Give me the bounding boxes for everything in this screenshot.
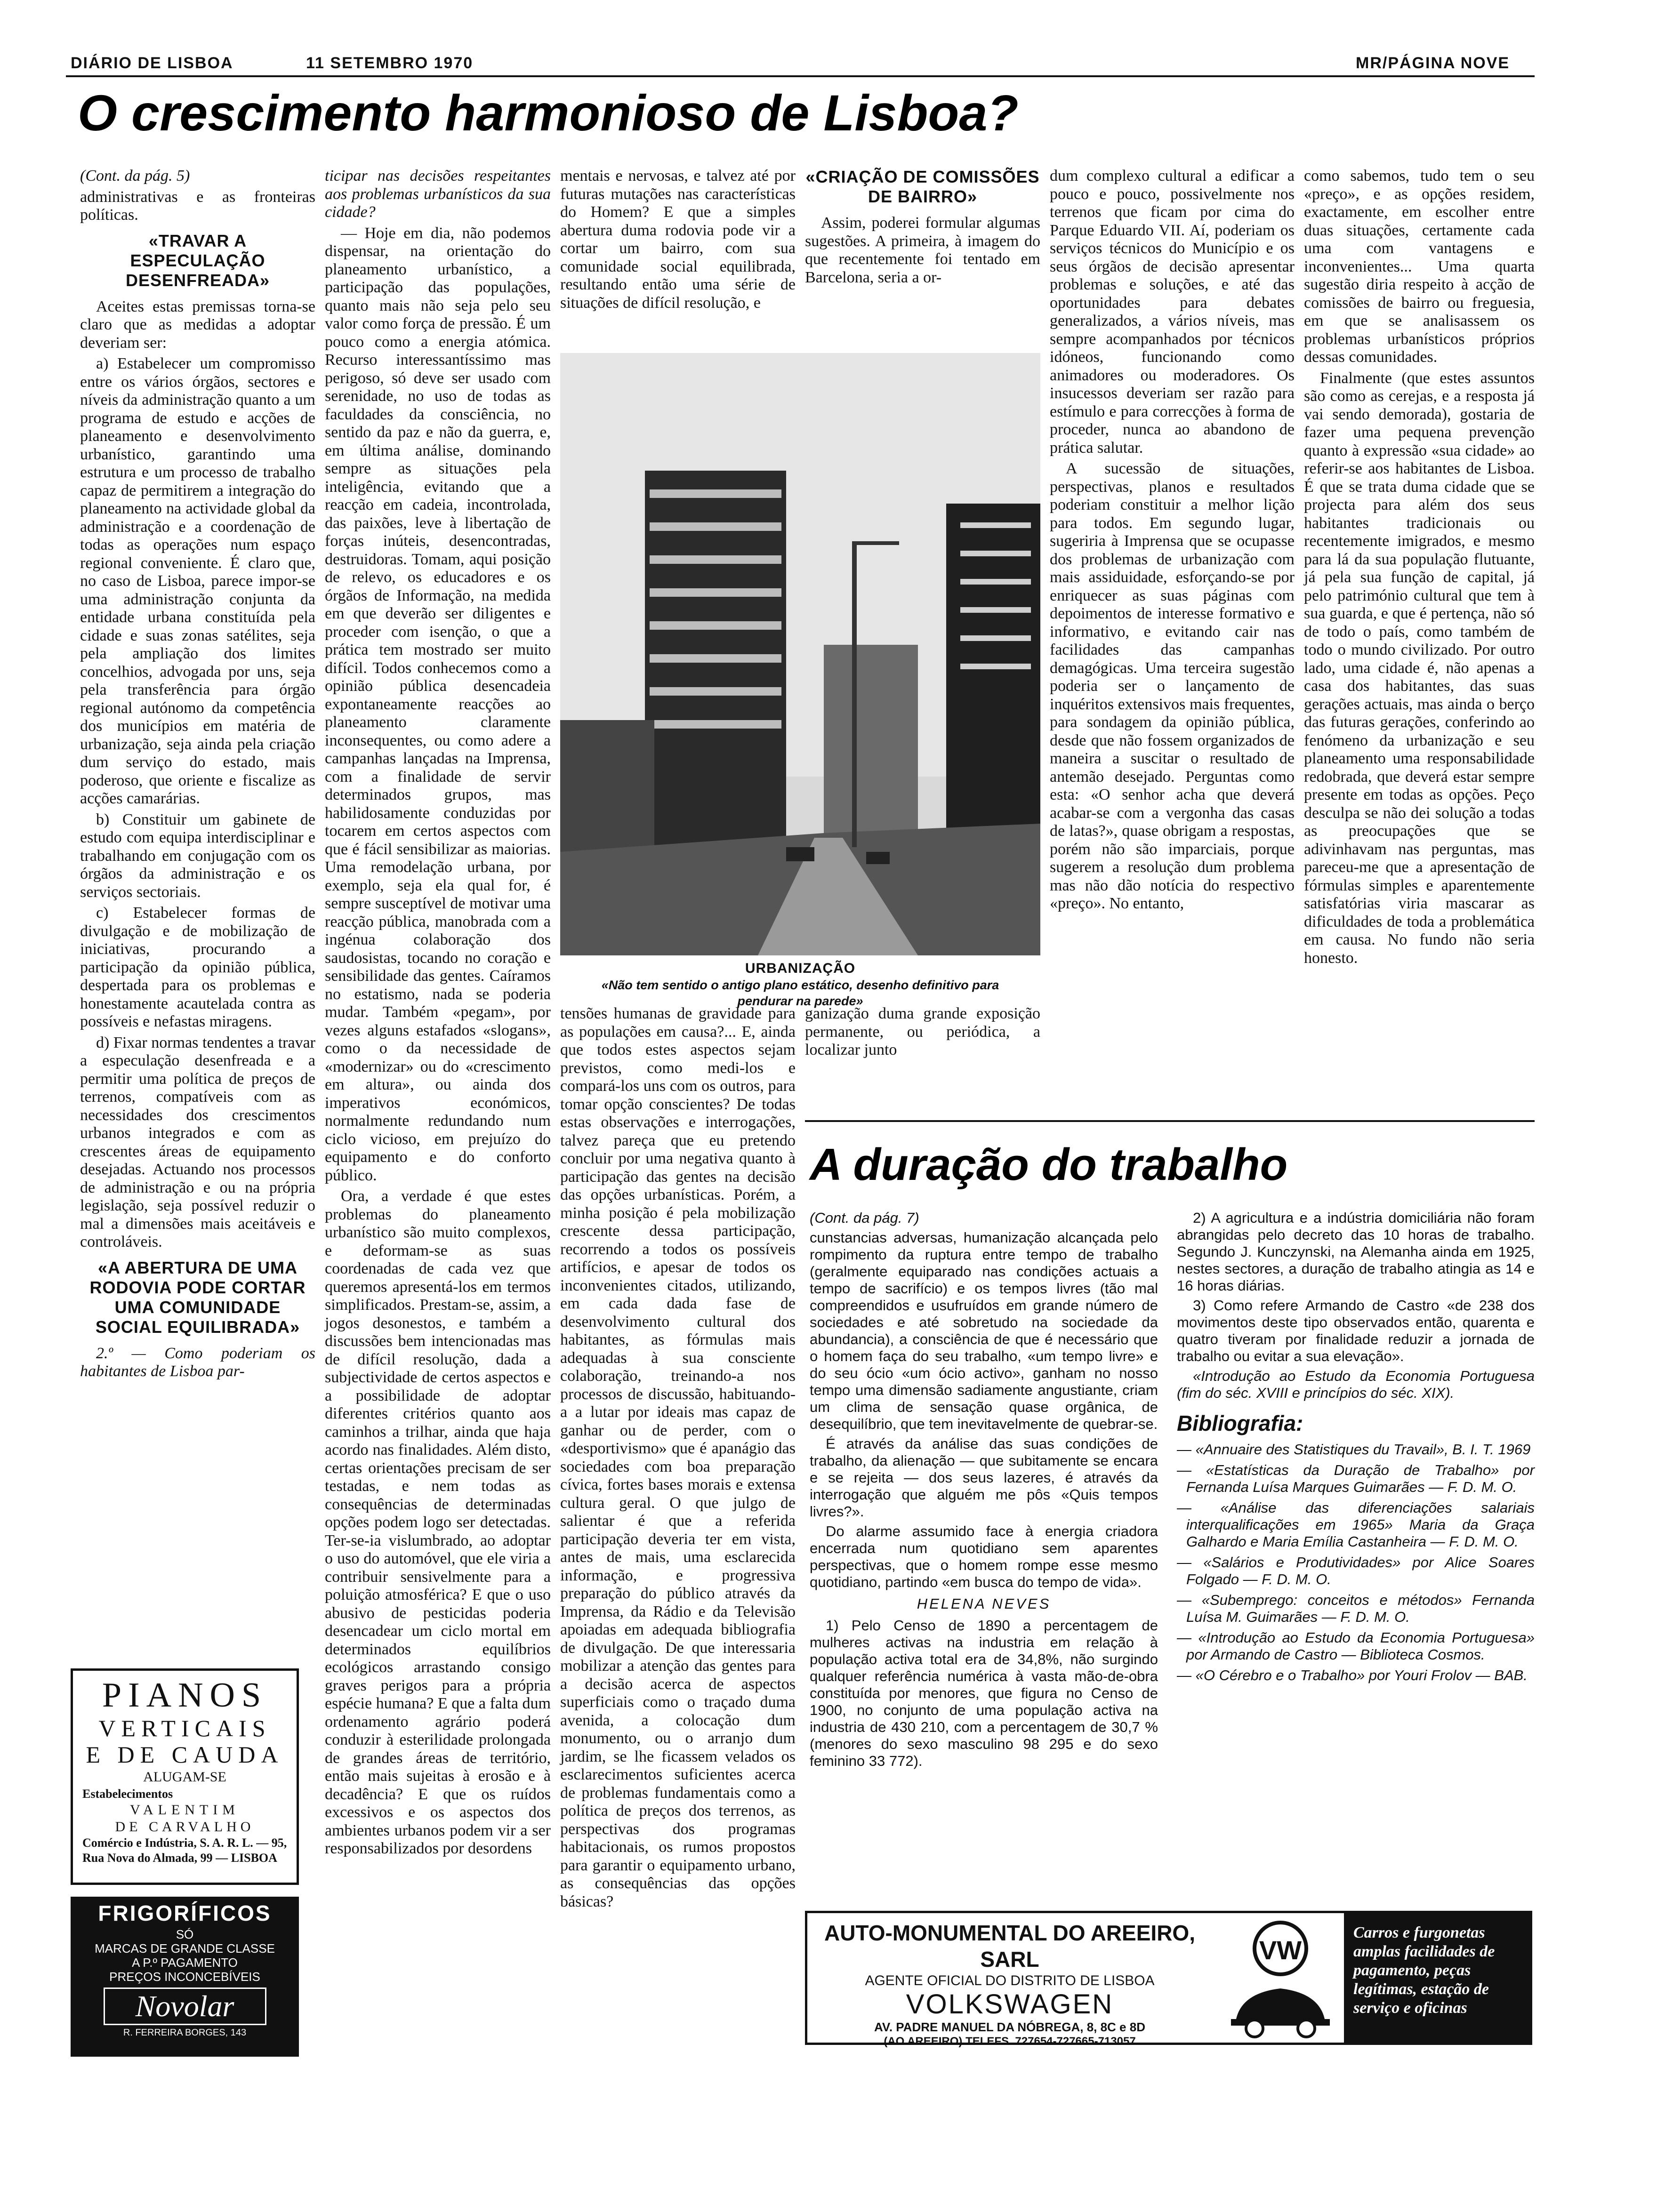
paragraph: A sucessão de situações, perspectivas, planos e resultados poderiam constituir a melhor lição para todos. Em segundo lugar, sugeriria à Imprensa que se ocupasse dos problemas de urbanização com mais assiduidade, esforçando-se por enriquecer as suas páginas com depoimentos de interesse formativo e informativo, e evitando cair nas facilidades das campanhas demagógicas. Uma terceira sugestão poderia ser o lançamento de inquéritos extensivos mais frequentes, para sondagem da opinião pública, desde que não fossem organizados de maneira a suscitar o resultado de antemão desejado. Perguntas como esta: «O senhor acha que deverá acabar-se com a vergonha das casas de latas?», quase obrigam a respostas, porém não são imparciais, porque sugerem a resolução dum problema mas não dão notícia do respectivo «preço». No entanto, xyxy=(1050,460,1295,912)
paragraph: Do alarme assumido face à energia criadora encerrada num quotidiano sem aparentes perspectivas, que o homem rompe esse mesmo quotidiano, partindo «em busca do tempo de vida». xyxy=(810,1523,1158,1590)
paragraph: b) Constituir um gabinete de estudo com equipa interdisciplinar e trabalhando em conjugação com os órgãos da administração e os serviços sectoriais. xyxy=(80,810,315,901)
second-article-headline: A duração do trabalho xyxy=(810,1139,1288,1190)
main-article-column-4-bottom xyxy=(805,1005,1040,1099)
vw-slogan-block xyxy=(1344,1913,1530,2043)
main-headline: O crescimento harmonioso de Lisboa? xyxy=(78,84,1019,141)
city-buildings-illustration xyxy=(560,353,1040,955)
vw-logo-text: VW xyxy=(1259,1935,1302,1965)
continuation-note: (Cont. da pág. 7) xyxy=(810,1210,919,1226)
bibliography-item: — «Introdução ao Estudo da Economia Portuguesa» por Armando de Castro — Biblioteca Cosmos. xyxy=(1177,1629,1535,1663)
second-article-column-a xyxy=(810,1210,1158,1892)
ad-line: Estabelecimentos xyxy=(82,1787,173,1801)
paragraph: a) Estabelecer um compromisso entre os vários órgãos, sectores e níveis da administração quanto a um programa de estudo e acções de planeamento e desenvolvimento urbanístico, garantindo uma estrutura e um processo de trabalho capaz de permitirem a integração do planeamento na actividade global da administração e a coordenação de todas as operações num espaço regional conveniente. É claro que, no caso de Lisboa, parece impor-se uma administração conjunta da entidade urbana constituída pela cidade e suas zonas satélites, seja pela ampliação dos limites concelhios, advogada por uns, seja pela transferência para órgão regional autónomo da competência dos municípios em matéria de urbanização, seja ainda pela criação dum serviço do estado, mais poderoso, que oriente e fiscalize as acções camarárias. xyxy=(80,355,315,807)
ad-line: E DE CAUDA xyxy=(86,1741,284,1768)
bibliography-item: — «O Cérebro e o Trabalho» por Youri Frolov — BAB. xyxy=(1177,1667,1528,1683)
paragraph: É através da análise das suas condições de trabalho, da alienação — que subitamente se encara e se rejeita — dos seus lazeres, é através da interrogação que alguém me pôs «Quis tempos livres?». xyxy=(810,1435,1158,1520)
ad-title: AUTO-MONUMENTAL DO AREEIRO, SARL xyxy=(824,1921,1195,1972)
vw-logo-block xyxy=(1222,1913,1339,2043)
ad-line: DE CARVALHO xyxy=(115,1819,255,1835)
paragraph: d) Fixar normas tendentes a travar a especulação desenfreada e a permitir uma política de preços de terrenos, compatíveis com as necessidades dos crescimentos urbanos integrados e com as crescentes áreas de equipamento desejadas. Actuando nos processos de administração e ou na própria legislação, seja possível reduzir o mal a dimensões mais aceitáveis e controláveis. xyxy=(80,1034,315,1250)
main-article-column-1 xyxy=(80,167,315,1380)
footnote: 3) Como refere Armando de Castro «de 238 dos movimentos deste tipo observados então, quarenta e quatro tiveram por finalidade reduzir a jornada de trabalho ou evitar a sua elevação». xyxy=(1177,1297,1535,1364)
paragraph: ticipar nas decisões respeitantes aos problemas urbanísticos da sua cidade? xyxy=(325,167,551,221)
continuation-note: (Cont. da pág. 5) xyxy=(80,167,190,184)
main-article-column-3-top xyxy=(560,167,796,346)
paragraph: dum complexo cultural a edificar a pouco e pouco, possivelmente nos terrenos que ficam por cima do Parque Eduardo VII. Aí, poderiam os serviços técnicos do Município e os seus órgãos de decisão apresentar problemas e soluções, e até das oportunidades para debates generalizados, a vários níveis, mas sempre acompanhados por técnicos idóneos, funcionando como animadores ou moderadores. Os insucessos deveriam ser razão para estímulo e para correcções à forma de proceder, nunca ao abandono de prática salutar. xyxy=(1050,167,1295,457)
paragraph: 2.º — Como poderiam os habitantes de Lisboa par- xyxy=(80,1344,315,1380)
main-article-column-4-top xyxy=(805,167,1040,346)
paragraph: Finalmente (que estes assuntos são como as cerejas, e a resposta já vai sendo demorada), gostaria de fazer uma pequena prevenção quanto à expressão «sua cidade» ao referir-se aos habitantes de Lisboa. É que se trata duma cidade que se projecta para além dos seus habitantes tradicionais ou recentemente imigrados, e mesmo para lá da sua população flutuante, já pela sua função de capital, já pelo património cultural que tem à sua guarda, e que é pertença, não só de todo o país, como também de todo o mundo civilizado. Por outro lado, uma cidade é, não apenas a casa dos habitantes, das suas gerações actuais, mas ainda o berço das futuras gerações, conferindo ao fenómeno da urbanização e seu planeamento uma responsabilidade redobrada, que deverá estar sempre presente em todas as opções. Peço desculpa se não dei solução a todas as preocupações que se adivinhavam nas perguntas, mas pareceu-me que a apresentação de fórmulas simples e aparentemente satisfatórias viria mascarar as dificuldades de toda a problemática em causa. No fundo não seria honesto. xyxy=(1304,369,1535,967)
page-number: MR/PÁGINA NOVE xyxy=(1356,54,1510,72)
ad-line: SÓ xyxy=(176,1927,194,1941)
bibliography-item: — «Estatísticas da Duração de Trabalho» por Fernanda Luísa Marques Guimarães — F. D. M. O. xyxy=(1177,1462,1535,1495)
bibliography-list xyxy=(1177,1441,1535,1684)
paragraph: Aceites estas premissas torna-se claro que as medidas a adoptar deveriam ser: xyxy=(80,297,315,352)
frigorificos-advertisement xyxy=(71,1897,299,2057)
ad-slogan: Carros e furgonetas amplas facilidades de pagamento, peças legítimas, estação de serviço e oficinas xyxy=(1353,1924,1495,2017)
ad-brand: VOLKSWAGEN xyxy=(906,1989,1114,2020)
main-article-column-3-bottom xyxy=(560,1005,796,2186)
subheading: «A ABERTURA DE UMA RODOVIA PODE CORTAR UMA COMUNIDADE SOCIAL EQUILIBRADA» xyxy=(89,1258,306,1337)
ad-line: VERTICAIS xyxy=(98,1715,271,1741)
vw-logo-icon xyxy=(1222,1913,1339,2043)
photo-caption-text: «Não tem sentido o antigo plano estático, desenho definitivo para pendurar na parede» xyxy=(601,978,999,1008)
ad-line: MARCAS DE GRANDE CLASSE xyxy=(95,1941,275,1956)
vw-dealer-block xyxy=(807,1913,1212,2048)
ad-title: PIANOS xyxy=(102,1676,268,1715)
paragraph: Ora, a verdade é que estes problemas do planeamento urbanístico são muito complexos, e deformam-se as suas coordenadas de cada vez que queremos apresentá-los em termos simplificados. Prestam-se, assim, a jogos desonestos, e também a discussões bem intencionadas mas de difícil resolução, dada a subjectividade de certos aspectos e a possibilidade de adoptar diferentes critérios quanto aos caminhos a trilhar, ainda que haja acordo nas finalidades. Além disto, certas orientações precisam de ser testadas, e nem todas as consequências de determinadas opções podem logo ser detectadas. Ter-se-ia vislumbrado, ao adoptar o uso do automóvel, que ele viria a contribuir sensivelmente para a poluição atmosférica? E que o uso abusivo de pesticidas poderia desencadear um ciclo mortal em determinados equilíbrios ecológicos arrastando consigo graves perigos para a própria espécie humana? E que a falta dum ordenamento agrário poderá conduzir à esterilidade prolongada de grandes áreas de território, então mais sujeitas à erosão e à decadência? E que os ruídos excessivos e os aspectos dos ambientes urbanos podem vir a ser responsabilizados por desordens xyxy=(325,1187,551,1857)
newspaper-name: DIÁRIO DE LISBOA xyxy=(71,54,233,72)
ad-line: AGENTE OFICIAL DO DISTRITO DE LISBOA xyxy=(865,1973,1155,1988)
bibliography-item: — «Subemprego: conceitos e métodos» Fernanda Luísa M. Guimarães — F. D. M. O. xyxy=(1177,1592,1535,1625)
paragraph: como sabemos, tudo tem o seu «preço», e as opções residem, exactamente, em escolher entre duas situações, certamente cada uma com vantagens e inconvenientes... Uma quarta sugestão diria respeito à acção de comissões de bairro ou freguesia, em que se analisassem os problemas urbanísticos próprios dessas comunidades. xyxy=(1304,167,1535,366)
ad-line: AV. PADRE MANUEL DA NÓBREGA, 8, 8C e 8D xyxy=(874,2020,1145,2034)
photo-caption-title: URBANIZAÇÃO xyxy=(745,961,856,976)
urbanization-photo xyxy=(560,353,1040,955)
subheading: «CRIAÇÃO DE COMISSÕES DE BAIRRO» xyxy=(805,167,1040,206)
ad-line: Comércio e Indústria, S. A. R. L. — 95, Rua Nova do Almada, 99 — LISBOA xyxy=(82,1836,287,1865)
ad-line: A P.º PAGAMENTO xyxy=(132,1956,238,1970)
paragraph: tensões humanas de gravidade para as populações em causa?... E, ainda que todos estes aspectos sejam previstos, como medi-los e compará-los uns com os outros, para tomar opção conscientes? De todas estas observações e interrogações, talvez pareça que eu pretendo concluir por uma negativa quanto à participação das gentes na decisão das opções urbanísticas. Porém, a minha posição é pela mobilização crescente dessa participação, recorrendo a todos os possíveis artifícios, e apesar de todos os inconvenientes citados, utilizando, em cada dada fase de desenvolvimento cultural dos habitantes, as fórmulas mais adequadas à sua consciente colaboração, treinando-a nos processos de discussão, habituando-a a lutar por ideais mas capaz de ganhar ou de perder, com o «desportivismo» que é apanágio das sociedades com boa preparação cívica, fortes bases morais e extensa cultura geral. O que julgo de salientar é que a referida participação deveria ter em vista, antes de mais, uma esclarecida informação, e progressiva preparação do público através da Imprensa, da Rádio e da Televisão apoiadas em adequada bibliografia de divulgação. De que interessaria mobilizar a atenção das gentes para a decisão acerca de aspectos superficiais como o traçado duma avenida, a colocação dum monumento, ou o arranjo dum jardim, se lhe ficassem velados os esclarecimentos suficientes acerca de problemas fundamentais como a política de preços dos terrenos, as perspectivas dos programas habitacionais, os rumos propostos para garantir o equipamento urbano, as consequências das opções básicas? xyxy=(560,1005,796,1910)
ad-line: (AO AREEIRO) TELEFS. 727654-727665-713057 xyxy=(884,2035,1136,2048)
paragraph: administrativas e as fronteiras políticas. xyxy=(80,188,315,224)
ad-address: R. FERREIRA BORGES, 143 xyxy=(123,2028,247,2038)
main-article-column-5 xyxy=(1050,167,1295,1113)
bibliography-title: Bibliografia: xyxy=(1177,1411,1303,1435)
main-article-column-6 xyxy=(1304,167,1535,1113)
subheading: «TRAVAR A ESPECULAÇÃO DESENFREADA» xyxy=(125,231,270,290)
ad-brand: Novolar xyxy=(104,1988,266,2025)
ad-title: FRIGORÍFICOS xyxy=(98,1901,272,1925)
masthead-rule xyxy=(66,75,1535,77)
volkswagen-advertisement xyxy=(805,1911,1532,2048)
ad-line: ALUGAM-SE xyxy=(143,1769,226,1785)
issue-date: 11 SETEMBRO 1970 xyxy=(306,54,474,72)
footnote: 1) Pelo Censo de 1890 a percentagem de mulheres activas na industria em relação à população activa total era de 34,8%, não surgindo qualquer referência numérica à vasta mão-de-obra constituída por menores, que figura no Censo de 1900, no conjunto de uma população activa na industria de 430 210, com a percentagem de 30,7 % (menores do sexo masculino 98 295 e do sexo feminino 33 772). xyxy=(810,1617,1158,1769)
bibliography-item: — «Annuaire des Statistiques du Travail», B. I. T. 1969 xyxy=(1177,1441,1531,1458)
article-separator xyxy=(805,1120,1535,1122)
main-article-column-2 xyxy=(325,167,551,2186)
footnote: 2) A agricultura e a indústria domiciliária não foram abrangidas pelo decreto das 10 horas de trabalho. Segundo J. Kunczynski, na Alemanha ainda em 1925, nestes sectores, a duração de trabalho atingia as 14 e 16 horas diárias. xyxy=(1177,1210,1535,1294)
second-article-column-b xyxy=(1177,1210,1535,1892)
ad-line: PREÇOS INCONCEBÍVEIS xyxy=(109,1970,260,1984)
pianos-advertisement xyxy=(71,1668,299,1885)
paragraph: ganização duma grande exposição permanente, ou periódica, a localizar junto xyxy=(805,1005,1040,1058)
footnote: «Introdução ao Estudo da Economia Portuguesa (fim do séc. XVIII e princípios do séc. XIX). xyxy=(1177,1368,1535,1401)
paragraph: — Hoje em dia, não podemos dispensar, na orientação do planeamento urbanístico, a participação das populações, quanto mais não seja pelo seu valor como força de pressão. É um pouco como a energia atómica. Recurso interessantíssimo mas perigoso, só deve ser usado com serenidade, no uso de todas as faculdades da consciência, no sentido da paz e não da guerra, e, em última análise, dominando sempre as situações pela inteligência, evitando que a reacção em cadeia, incontrolada, das paixões, leve à libertação de forças inúteis, desencontradas, destruidoras. Tomam, aqui posição de relevo, os educadores e os órgãos de Informação, na medida em que deverão ser diligentes e proceder com isenção, o que a prática tem mostrado ser muito difícil. Todos conhecemos como a opinião pública desencadeia expontaneamente reacções ao planeamento claramente inconsequentes, ou como adere a campanhas lançadas na Imprensa, com a finalidade de servir determinados grupos, mas habilidosamente conduzidas por tocarem em certos aspectos com que é fácil sensibilizar as maiorias. Uma remodelação urbana, por exemplo, seja ela qual for, é sempre susceptível de motivar uma reacção pública, manobrada com a ingénua colaboração dos saudosistas, tocando no coração e sensibilidade das gentes. Caíramos no estatismo, nada se poderia mudar. Também «pegam», por vezes alguns estafados «slogans», como o da necessidade de «modernizar» ou do «crescimento em altura», ou ainda dos imperativos económicos, normalmente redundando num ciclo vicioso, em prejuízo do equipamento e do conforto público. xyxy=(325,224,551,1184)
paragraph: cunstancias adversas, humanização alcançada pelo rompimento da ruptura entre tempo de trabalho (geralmente equiparado nas condições actuais a tempo de sacrifício) e os tempos livres (tão mal compreendidos e usufruídos em grande número de sociedades e até sobretudo na sociedade da abundancia), a consciência de que é necessário que o homem faça do seu trabalho, «um tempo livre» e do seu ócio «um ócio activo», ganham no nosso tempo uma dimensão sadiamente angustiante, criam um clima de sensação quase orgânica, de desequilíbrio, que tem inevitavelmente de quebrar-se. xyxy=(810,1229,1158,1432)
paragraph: c) Estabelecer formas de divulgação e de mobilização de iniciativas, procurando a participação da opinião pública, despertada para os problemas e honestamente acautelada contra as possíveis e nefastas miragens. xyxy=(80,904,315,1030)
author-signature: HELENA NEVES xyxy=(917,1595,1051,1612)
paragraph: Assim, poderei formular algumas sugestões. A primeira, à imagem do que recentemente foi tentado em Barcelona, seria a or- xyxy=(805,214,1040,286)
photo-caption xyxy=(560,960,1040,1009)
bibliography-item: — «Análise das diferenciações salariais interqualificações em 1965» Maria da Graça Galhardo e Maria Emília Castanheira — F. D. M. O. xyxy=(1177,1499,1535,1550)
bibliography-item: — «Salários e Produtividades» por Alice Soares Folgado — F. D. M. O. xyxy=(1177,1554,1535,1587)
ad-line: VALENTIM xyxy=(130,1802,240,1818)
paragraph: mentais e nervosas, e talvez até por futuras mutações nas características do Homem? E que a simples abertura duma rodovia pode vir a cortar um bairro, com sua comunidade social equilibrada, resultando então uma série de situações de difícil resolução, e xyxy=(560,167,796,312)
